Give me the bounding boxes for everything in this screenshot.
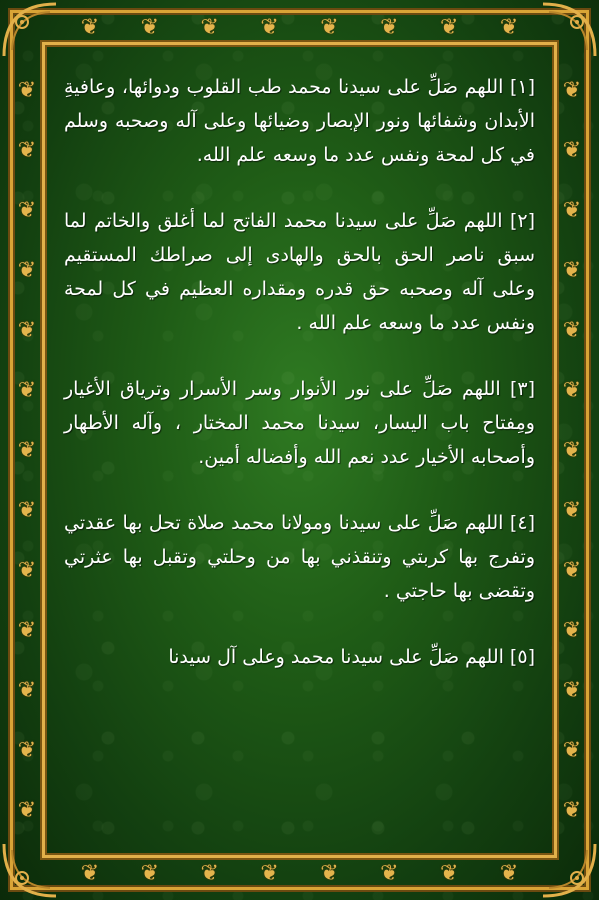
corner-ornament-icon	[539, 840, 599, 900]
ornament-icon: ❦	[562, 557, 582, 583]
ornament-icon: ❦	[17, 77, 37, 103]
ornament-icon: ❦	[562, 797, 582, 823]
right-ornament-strip	[557, 60, 587, 840]
ornament-icon: ❦	[320, 14, 339, 40]
ornament-icon: ❦	[562, 617, 582, 643]
ornament-icon: ❦	[17, 377, 37, 403]
ornament-icon: ❦	[320, 860, 339, 886]
ornament-icon: ❦	[562, 497, 582, 523]
ornament-icon: ❦	[17, 197, 37, 223]
ornament-icon: ❦	[17, 317, 37, 343]
ornament-icon: ❦	[562, 377, 582, 403]
ornament-icon: ❦	[17, 557, 37, 583]
ornament-icon: ❦	[80, 14, 100, 40]
ornament-icon: ❦	[17, 497, 37, 523]
prayer-paragraph-5: [٥] اللهم صَلِّ على سيدنا محمد وعلى آل سيدنا	[168, 646, 535, 668]
ornament-icon: ❦	[380, 14, 399, 40]
ornament-icon: ❦	[439, 14, 459, 40]
ornament-icon: ❦	[80, 860, 100, 886]
ornament-icon: ❦	[200, 14, 219, 40]
prayer-paragraph-1: [١] اللهم صَلِّ على سيدنا محمد طب القلوب ودوائها، وعافيةِ الأبدان وشفائها ونور الإبصار وضيائها وعلى آله وصحبه وسلم في كل لمحة ونفس عدد ما وسعه علم الله.	[64, 76, 535, 166]
prayer-paragraph-3: [٣] اللهم صَلِّ على نور الأنوار وسر الأسرار وترياق الأغيار ومِفتاح باب اليسار، سيدنا محمد المختار ، وآله الأطهار وأصحابه الأخيار عدد نعم الله وأفضاله أمين.	[64, 378, 535, 468]
ornament-icon: ❦	[562, 137, 582, 163]
ornament-icon: ❦	[499, 860, 519, 886]
ornament-icon: ❦	[499, 14, 519, 40]
ornament-icon: ❦	[439, 860, 459, 886]
ornament-icon: ❦	[380, 860, 399, 886]
ornament-icon: ❦	[17, 797, 37, 823]
ornament-icon: ❦	[17, 437, 37, 463]
prayer-paragraph-4: [٤] اللهم صَلِّ على سيدنا ومولانا محمد صلاة تحل بها عقدتي وتفرج بها كربتي وتنقذني بها من وحلتي وتقبل بها عثرتي وتقضى بها حاجتي .	[64, 512, 535, 602]
top-ornament-strip	[60, 12, 539, 42]
ornament-icon: ❦	[140, 860, 160, 886]
corner-ornament-icon	[0, 840, 60, 900]
ornament-icon: ❦	[562, 737, 582, 763]
ornament-icon: ❦	[562, 437, 582, 463]
prayer-text-area	[64, 70, 535, 830]
ornament-icon: ❦	[17, 617, 37, 643]
ornament-icon: ❦	[562, 677, 582, 703]
corner-ornament-icon	[0, 0, 60, 60]
left-ornament-strip	[12, 60, 42, 840]
ornament-icon: ❦	[17, 137, 37, 163]
corner-ornament-icon	[539, 0, 599, 60]
ornament-icon: ❦	[260, 860, 279, 886]
ornament-icon: ❦	[17, 677, 37, 703]
ornament-icon: ❦	[260, 14, 279, 40]
ornament-icon: ❦	[562, 317, 582, 343]
bottom-ornament-strip	[60, 858, 539, 888]
prayer-paragraph-2: [٢] اللهم صَلِّ على سيدنا محمد الفاتح لما أغلق والخاتم لما سبق ناصر الحق بالحق والهادى إلى صراطك المستقيم وعلى آله وصحبه حق قدره ومقداره العظيم في كل لمحة ونفس عدد ما وسعه علم الله .	[64, 210, 535, 334]
ornament-icon: ❦	[140, 14, 160, 40]
ornament-icon: ❦	[562, 77, 582, 103]
ornament-icon: ❦	[200, 860, 219, 886]
ornament-icon: ❦	[562, 257, 582, 283]
ornament-icon: ❦	[562, 197, 582, 223]
ornament-icon: ❦	[17, 737, 37, 763]
ornament-icon: ❦	[17, 257, 37, 283]
